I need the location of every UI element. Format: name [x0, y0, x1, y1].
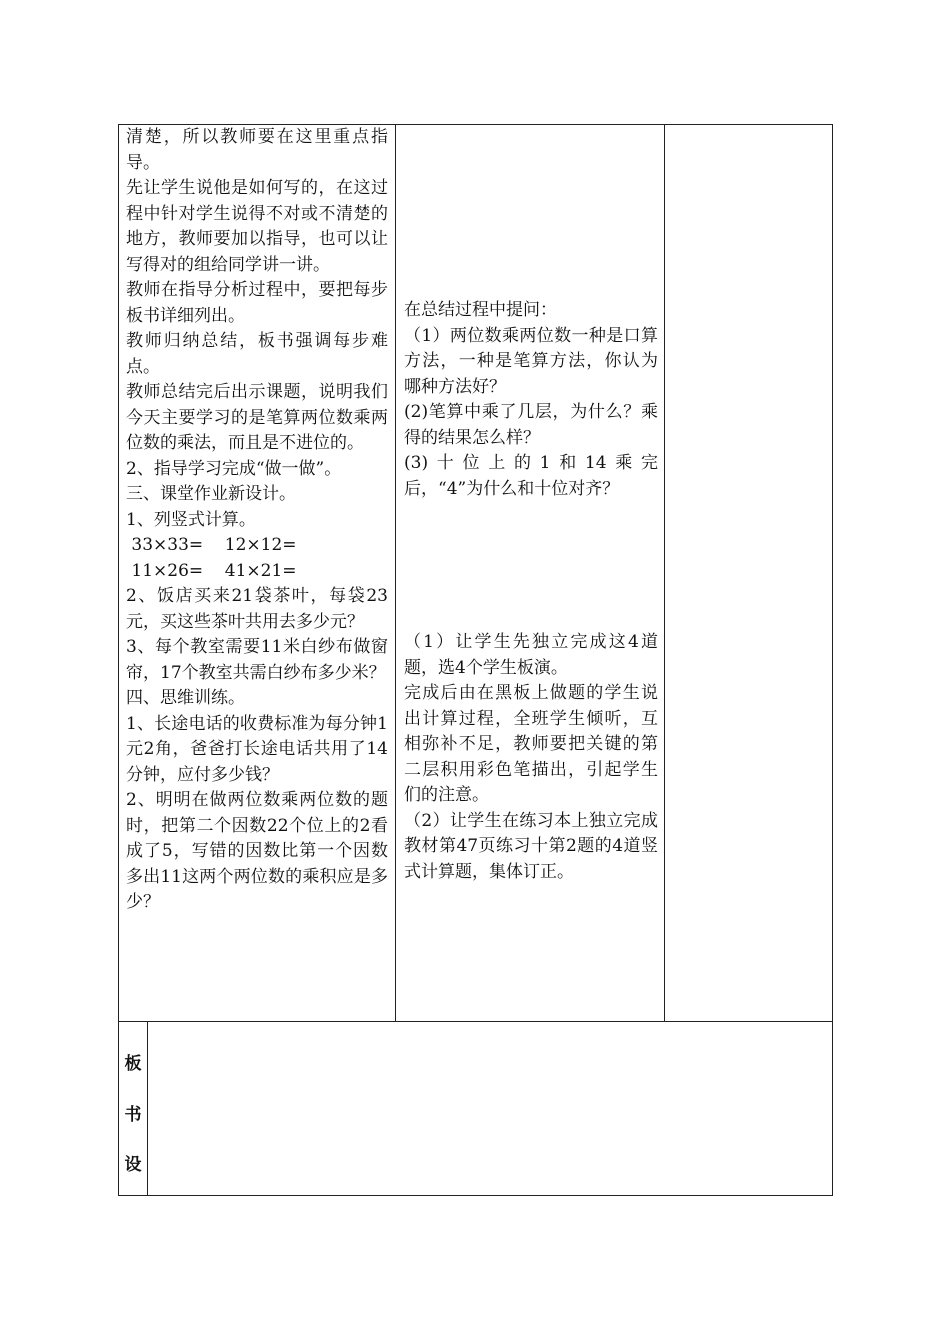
board-label-char: 板	[124, 1054, 142, 1074]
paragraph: （2）让学生在练习本上独立完成教材第47页练习十第2题的4道竖式计算题，集体订正。	[404, 810, 658, 882]
paragraph: 1、列竖式计算。	[126, 509, 256, 530]
paragraph: 2、明明在做两位数乘两位数的题时，把第二个因数22个位上的2看成了5，写错的因数比第一个因数多出11这两个两位数的乘积应是多少？	[126, 790, 388, 912]
column-divider-2	[664, 124, 665, 1022]
paragraph: 教师总结完后出示课题，说明我们今天主要学习的是笔算两位数乘两位数的乘法，而且是不进位的。	[126, 382, 388, 453]
paragraph: 1、长途电话的收费标准为每分钟1元2角，爸爸打长途电话共用了14分钟，应付多少钱？	[126, 713, 388, 785]
paragraph: 在总结过程中提问：	[404, 300, 557, 320]
board-label-char: 设	[124, 1155, 142, 1175]
paragraph: 2、指导学习完成“做一做”。	[126, 458, 342, 479]
exercise-line: 33×33= 12×12=	[126, 535, 297, 555]
paragraph: 教师在指导分析过程中，要把每步板书详细列出。	[126, 280, 388, 326]
board-label-char: 书	[124, 1105, 142, 1125]
paragraph: 完成后由在黑板上做题的学生说出计算过程，全班学生倾听，互相弥补不足，教师要把关键的第二层积用彩色笔描出，引起学生们的注意。	[404, 683, 658, 805]
paragraph: 3、每个教室需要11米白纱布做窗帘，17个教室共需白纱布多少米？	[126, 637, 388, 683]
paragraph: 清楚，所以教师要在这里重点指导。	[126, 127, 388, 173]
section-heading: 三、课堂作业新设计。	[126, 484, 296, 504]
exercise-line: 11×26= 41×21=	[126, 560, 297, 581]
teaching-process-column	[126, 125, 388, 916]
section-heading: 四、思维训练。	[126, 688, 245, 708]
paragraph: （1）两位数乘两位数一种是口算方法，一种是笔算方法，你认为哪种方法好？	[404, 325, 658, 397]
paragraph: 先让学生说他是如何写的，在这过程中针对学生说得不对或不清楚的地方，教师要加以指导，也可以让写得对的组给同学讲一讲。	[126, 178, 388, 275]
guidance-column	[404, 125, 658, 885]
paragraph: 2、饭店买来21袋茶叶，每袋23元，买这些茶叶共用去多少元？	[126, 586, 388, 632]
paragraph: 教师归纳总结，板书强调每步难点。	[126, 331, 388, 377]
paragraph: （1）让学生先独立完成这4道题，选4个学生板演。	[404, 632, 658, 678]
paragraph: (3)十位上的1和14乘完后，“4”为什么和十位对齐？	[404, 453, 658, 499]
column-divider-1	[395, 124, 396, 1022]
paragraph: (2)笔算中乘了几层，为什么？乘得的结果怎么样？	[404, 402, 658, 448]
row-divider	[118, 1021, 833, 1022]
